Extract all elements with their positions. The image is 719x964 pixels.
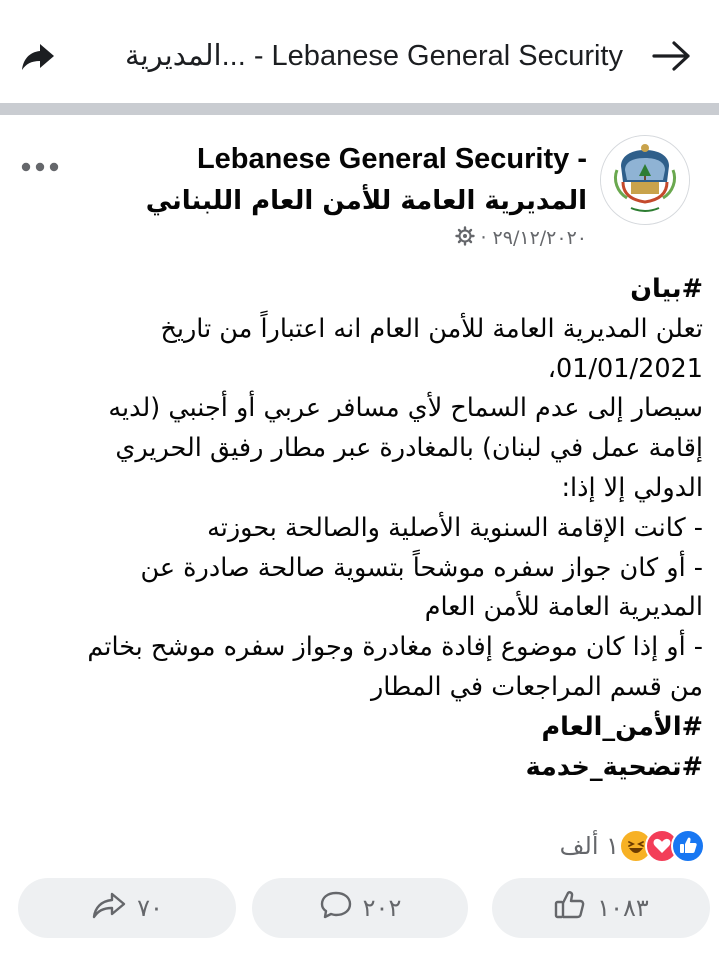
page-avatar[interactable] (600, 135, 690, 225)
post-meta (455, 223, 588, 253)
reaction-count[interactable]: ١ ألف (559, 832, 619, 860)
like-button[interactable] (492, 878, 710, 938)
hashtag-link[interactable]: #الأمن_العام (541, 711, 703, 742)
meta-separator: · (480, 227, 487, 249)
arrow-right-icon[interactable] (650, 38, 694, 74)
post-text-line: - أو كان جواز سفره موشحاً بتسوية صالحة صادرة عن (140, 552, 703, 583)
action-bar (0, 878, 719, 938)
share-count: ٧٠ (137, 894, 163, 922)
post-text-line: تعلن المديرية العامة للأمن العام انه اعتباراً من تاريخ (160, 313, 703, 344)
page-title: المديرية... - Lebanese General Security (125, 40, 623, 72)
post-header (0, 115, 719, 265)
post-text-line: سيصار إلى عدم السماح لأي مسافر عربي أو أجنبي (لديه (108, 393, 703, 424)
post-text-line: من قسم المراجعات في المطار (370, 671, 703, 702)
top-bar (0, 0, 719, 103)
share-icon (91, 890, 127, 926)
page-name-arabic[interactable]: المديرية العامة للأمن العام اللبناني (145, 186, 587, 216)
page-name-english[interactable]: Lebanese General Security - (196, 143, 587, 175)
hashtag-link[interactable]: #تضحية_خدمة (525, 751, 703, 782)
post-text-line: الدولي إلا إذا: (561, 472, 703, 503)
bottom-divider (0, 954, 719, 964)
post-text-line: - أو إذا كان موضوع إفادة مغادرة وجواز سفره موشح بخاتم (87, 632, 703, 663)
reaction-summary[interactable] (560, 826, 705, 866)
section-divider (0, 103, 719, 115)
hashtag-link[interactable]: #بيان (630, 274, 703, 304)
post-text (13, 270, 703, 787)
public-gear-icon (455, 226, 475, 251)
comment-count: ٢٠٢ (362, 894, 402, 922)
like-icon (553, 889, 587, 927)
like-count: ١٠٨٣ (597, 894, 649, 922)
reaction-icons (627, 829, 705, 863)
post-text-line: المديرية العامة للأمن العام (424, 592, 703, 623)
general-security-logo-icon (601, 136, 689, 224)
post-text-line: إقامة عمل في لبنان) بالمغادرة عبر مطار رفيق الحريري (115, 433, 703, 464)
post-text-line: - كانت الإقامة السنوية الأصلية والصالحة بحوزته (207, 512, 703, 543)
share-button[interactable] (18, 878, 236, 938)
comment-button[interactable] (252, 878, 468, 938)
post-date[interactable]: ٢٩/١٢/٢٠٢٠ (492, 227, 587, 249)
post-text-line: 01/01/2021، (547, 353, 703, 384)
share-arrow-icon[interactable] (18, 36, 58, 76)
more-dots-icon[interactable] (20, 159, 60, 173)
comment-icon (319, 890, 353, 926)
like-reaction-icon (671, 829, 705, 863)
